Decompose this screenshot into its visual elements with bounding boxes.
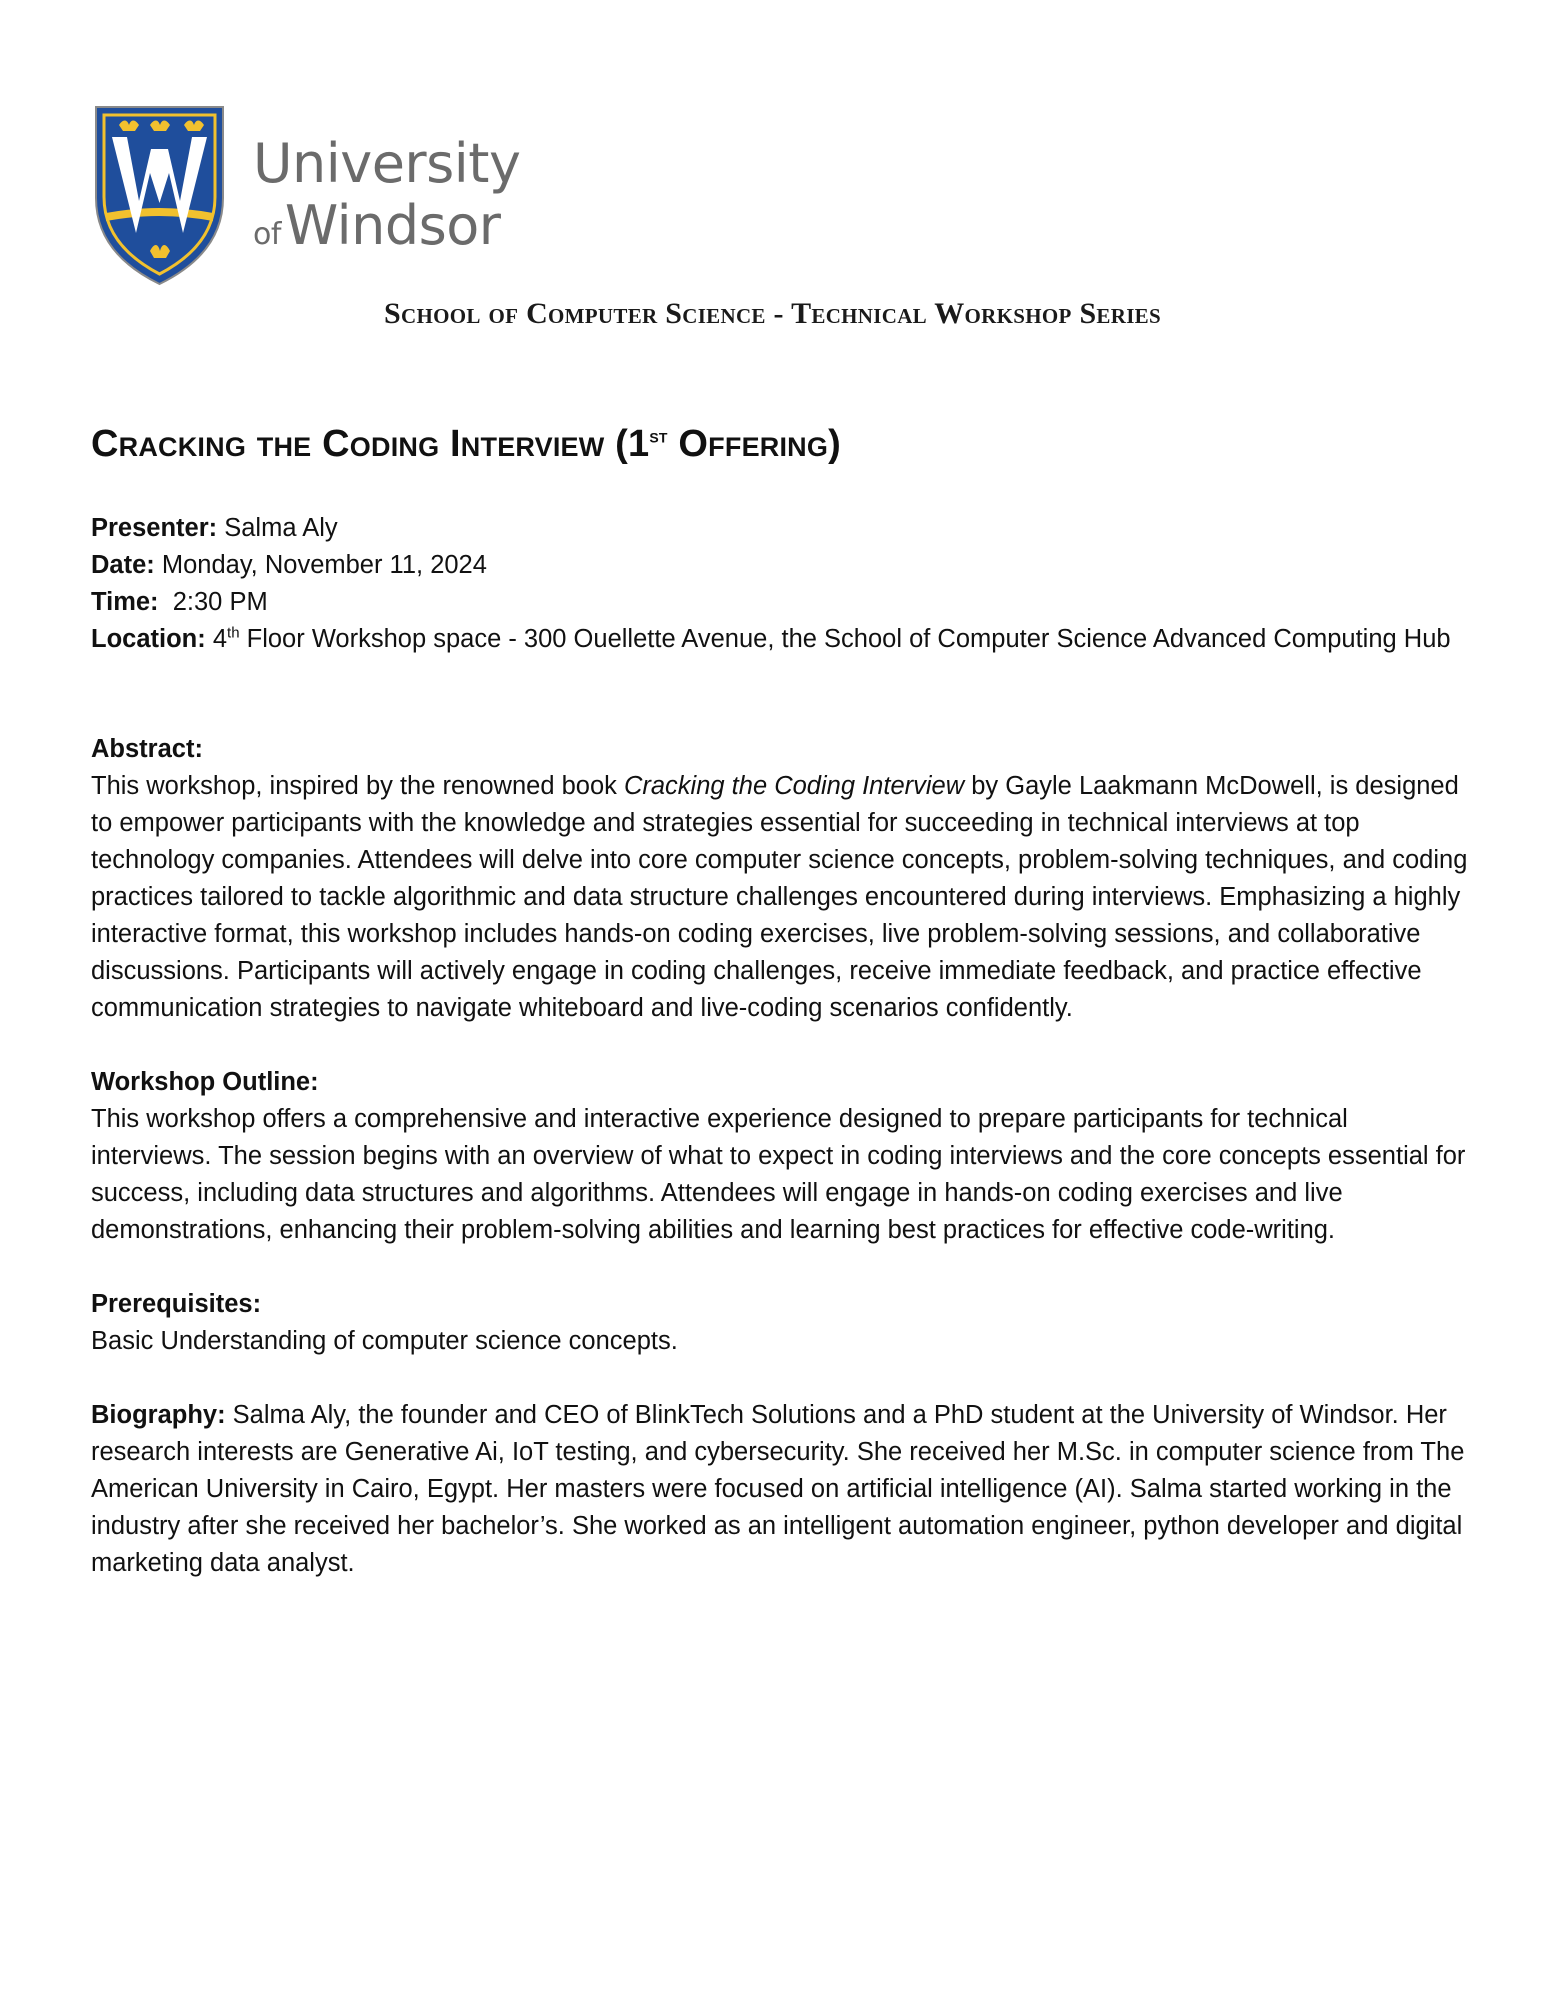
location-line <box>91 621 1471 658</box>
page-title <box>91 424 1471 466</box>
wordmark-line1: University <box>253 132 521 195</box>
presenter-value: Salma Aly <box>217 513 338 542</box>
presenter-label: Presenter: <box>91 513 218 542</box>
location-floor-sup: th <box>227 624 240 642</box>
location-floor-number: 4 <box>205 624 228 653</box>
prereq-heading: Prerequisites: <box>91 1289 262 1318</box>
abstract-text-after: by Gayle Laakmann McDowell, is designed to empower participants with the knowledge and strategies essential for succeeding in technical interviews at top technology companies. Attendees will delve into core computer science concepts, problem-solving techniques, and coding practices tailored to tackle algorithmic and data structure challenges encountered during interviews. Emphasizing a highly interactive format, this workshop includes hands-on coding exercises, live problem-solving sessions, and collaborative discussions. Participants will actively engage in coding challenges, receive immediate feedback, and practice effective communication strategies to navigate whiteboard and live-coding scenarios confidently. <box>91 771 1468 1022</box>
abstract-text-before: This workshop, inspired by the renowned book <box>91 771 624 800</box>
wordmark <box>253 132 521 257</box>
time-value: 2:30 PM <box>158 587 268 616</box>
title-main: Cracking the Coding Interview (1 <box>91 423 650 465</box>
abstract-text <box>91 768 1471 1027</box>
university-logo <box>92 95 612 295</box>
time-label: Time: <box>91 587 159 616</box>
location-value: Floor Workshop space - 300 Ouellette Avenue, the School of Computer Science Advanced Computing Hub <box>239 624 1451 653</box>
prereq-text: Basic Understanding of computer science concepts. <box>91 1326 678 1355</box>
wordmark-of: of <box>253 217 281 252</box>
date-value: Monday, November 11, 2024 <box>154 550 487 579</box>
document-body <box>91 424 1471 1582</box>
date-line <box>91 547 1471 584</box>
presenter-line <box>91 510 1471 547</box>
wordmark-line2 <box>253 194 520 257</box>
title-sup: st <box>649 425 668 448</box>
outline-text: This workshop offers a comprehensive and interactive experience designed to prepare participants for technical interviews. The session begins with an overview of what to expect in coding interviews and the core concepts essential for success, including data structures and algorithms. Attendees will engage in hands-on coding exercises and live demonstrations, enhancing their problem-solving abilities and learning best practices for effective code-writing. <box>91 1104 1466 1244</box>
abstract-book-title: Cracking the Coding Interview <box>623 771 965 800</box>
time-line <box>91 584 1471 621</box>
series-title: School of Computer Science - Technical Workshop Series <box>384 297 1161 330</box>
wordmark-windsor: Windsor <box>284 194 501 257</box>
outline-heading: Workshop Outline: <box>91 1067 319 1096</box>
university-crest-icon <box>92 103 227 288</box>
bio-heading: Biography: <box>91 1400 226 1429</box>
bio-text: Salma Aly, the founder and CEO of BlinkTech Solutions and a PhD student at the University of Windsor. Her research interests are Generative Ai, IoT testing, and cybersecurity. She received her M.Sc. in computer science from The American University in Cairo, Egypt. Her masters were focused on artificial intelligence (AI). Salma started working in the industry after she received her bachelor’s. She worked as an intelligent automation engineer, python developer and digital marketing data analyst. <box>91 1400 1465 1577</box>
biography <box>91 1397 1471 1582</box>
location-label: Location: <box>91 624 206 653</box>
title-tail: Offering) <box>667 423 841 465</box>
date-label: Date: <box>91 550 155 579</box>
abstract-heading: Abstract: <box>91 734 203 763</box>
